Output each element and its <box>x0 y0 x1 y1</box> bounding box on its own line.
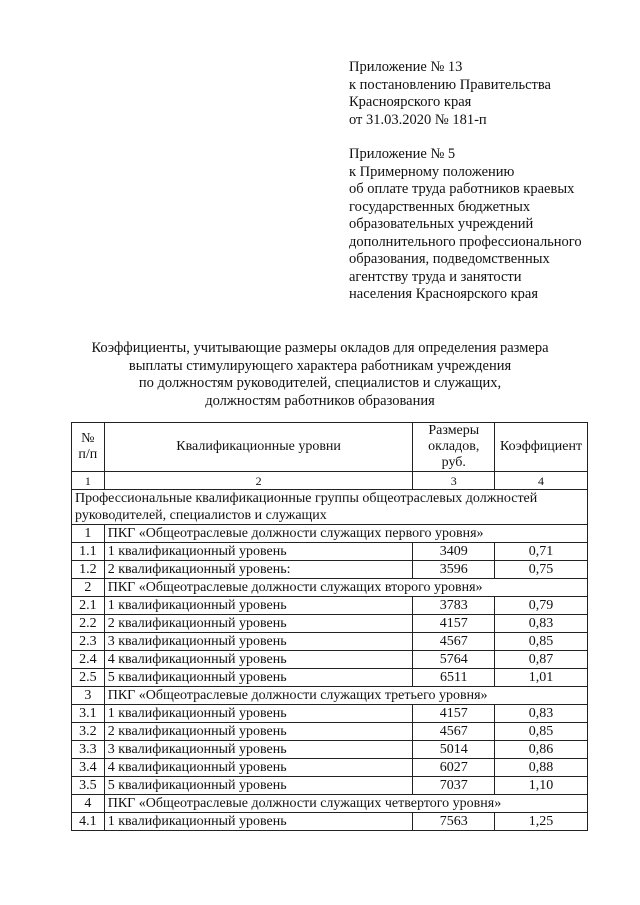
row-salary: 4567 <box>413 633 495 651</box>
section-num: 4 <box>72 795 105 813</box>
table-row <box>72 759 588 777</box>
row-salary: 6027 <box>413 759 495 777</box>
annex-line: образовательных учреждений <box>349 216 534 232</box>
row-num: 1.2 <box>72 561 105 579</box>
col-number: 4 <box>495 472 588 490</box>
row-num: 2.3 <box>72 633 105 651</box>
row-coef: 0,88 <box>495 759 588 777</box>
annex-line: образования, подведомственных <box>349 251 550 267</box>
header-num: № п/п <box>72 423 105 472</box>
title-line: должностям работников образования <box>205 392 435 409</box>
annex-line: государственных бюджетных <box>349 198 531 215</box>
row-coef: 0,85 <box>495 633 588 651</box>
section-num: 1 <box>72 525 105 543</box>
row-num: 3.5 <box>72 777 105 795</box>
row-level: 2 квалификационный уровень <box>104 723 413 741</box>
row-num: 2.2 <box>72 615 105 633</box>
column-numbers-row <box>72 472 588 490</box>
annex-line: Красноярского края <box>349 94 472 110</box>
section-title: ПКГ «Общеотраслевые должности служащих четвертого уровня» <box>104 795 587 813</box>
row-num: 1.1 <box>72 543 105 561</box>
row-coef: 1,25 <box>495 813 588 831</box>
section-title: ПКГ «Общеотраслевые должности служащих третьего уровня» <box>104 687 587 705</box>
row-salary: 7037 <box>413 777 495 795</box>
row-num: 2.1 <box>72 597 105 615</box>
row-num: 4.1 <box>72 813 105 831</box>
annex-line: Приложение № 13 <box>349 59 463 75</box>
row-num: 3.1 <box>72 705 105 723</box>
table-row <box>72 669 588 687</box>
annex-line: агентству труда и занятости <box>349 268 522 285</box>
row-num: 3.4 <box>72 759 105 777</box>
row-coef: 0,79 <box>495 597 588 615</box>
row-coef: 0,87 <box>495 651 588 669</box>
row-coef: 0,71 <box>495 543 588 561</box>
col-number: 3 <box>413 472 495 490</box>
table-row <box>72 561 588 579</box>
title-line: по должностям руководителей, специалистов и служащих, <box>138 375 502 391</box>
row-coef: 0,86 <box>495 741 588 759</box>
section-row <box>72 525 588 543</box>
row-salary: 4157 <box>413 615 495 633</box>
row-coef: 1,10 <box>495 777 588 795</box>
header-salary: Размеры окладов, руб. <box>413 423 495 472</box>
row-level: 2 квалификационный уровень <box>104 615 413 633</box>
table-row <box>72 615 588 633</box>
section-title: ПКГ «Общеотраслевые должности служащих первого уровня» <box>104 525 587 543</box>
table-row <box>72 705 588 723</box>
row-level: 4 квалификационный уровень <box>104 651 413 669</box>
row-num: 2.4 <box>72 651 105 669</box>
row-num: 3.2 <box>72 723 105 741</box>
row-num: 3.3 <box>72 741 105 759</box>
header-coef: Коэффициент <box>495 423 588 472</box>
group-title-row <box>72 490 588 525</box>
row-coef: 0,83 <box>495 705 588 723</box>
row-salary: 3409 <box>413 543 495 561</box>
annex-line: к Примерному положению <box>349 163 515 180</box>
annex-line: населения Красноярского края <box>349 286 539 302</box>
row-level: 5 квалификационный уровень <box>104 669 413 687</box>
table-row <box>72 777 588 795</box>
row-salary: 4157 <box>413 705 495 723</box>
annex-line: об оплате труда работников краевых <box>349 181 575 197</box>
row-salary: 3783 <box>413 597 495 615</box>
row-coef: 0,85 <box>495 723 588 741</box>
table-row <box>72 633 588 651</box>
row-salary: 5764 <box>413 651 495 669</box>
row-coef: 1,01 <box>495 669 588 687</box>
row-level: 3 квалификационный уровень <box>104 741 413 759</box>
row-level: 5 квалификационный уровень <box>104 777 413 795</box>
row-level: 1 квалификационный уровень <box>104 597 413 615</box>
row-level: 4 квалификационный уровень <box>104 759 413 777</box>
title-line: выплаты стимулирующего характера работникам учреждения <box>128 357 512 374</box>
section-title: ПКГ «Общеотраслевые должности служащих второго уровня» <box>104 579 587 597</box>
annex-line: от 31.03.2020 № 181-п <box>349 111 487 128</box>
header-level: Квалификационные уровни <box>104 423 413 472</box>
row-level: 1 квалификационный уровень <box>104 543 413 561</box>
section-row <box>72 795 588 813</box>
table-row <box>72 741 588 759</box>
title-line: Коэффициенты, учитывающие размеры окладов для определения размера <box>91 340 549 356</box>
annex-block <box>349 59 582 304</box>
row-salary: 7563 <box>413 813 495 831</box>
row-coef: 0,83 <box>495 615 588 633</box>
table-header-row <box>72 423 588 472</box>
table-row <box>72 813 588 831</box>
table-row <box>72 651 588 669</box>
row-level: 3 квалификационный уровень <box>104 633 413 651</box>
row-level: 2 квалификационный уровень: <box>104 561 413 579</box>
col-number: 2 <box>104 472 413 490</box>
row-salary: 4567 <box>413 723 495 741</box>
table-row <box>72 597 588 615</box>
row-coef: 0,75 <box>495 561 588 579</box>
table-row <box>72 723 588 741</box>
table-row <box>72 543 588 561</box>
row-level: 1 квалификационный уровень <box>104 705 413 723</box>
row-salary: 6511 <box>413 669 495 687</box>
annex-line: Приложение № 5 <box>349 146 456 162</box>
col-number: 1 <box>72 472 105 490</box>
document-title <box>0 340 640 410</box>
row-salary: 3596 <box>413 561 495 579</box>
section-num: 2 <box>72 579 105 597</box>
row-salary: 5014 <box>413 741 495 759</box>
coefficients-table <box>71 422 588 831</box>
row-num: 2.5 <box>72 669 105 687</box>
section-num: 3 <box>72 687 105 705</box>
annex-line: к постановлению Правительства <box>349 76 551 93</box>
annex-line: дополнительного профессионального <box>349 233 582 250</box>
section-row <box>72 579 588 597</box>
row-level: 1 квалификационный уровень <box>104 813 413 831</box>
group-title: Профессиональные квалификационные группы общеотраслевых должностей руководителей, специалистов и служащих <box>72 490 588 525</box>
section-row <box>72 687 588 705</box>
annex-line <box>349 129 582 146</box>
